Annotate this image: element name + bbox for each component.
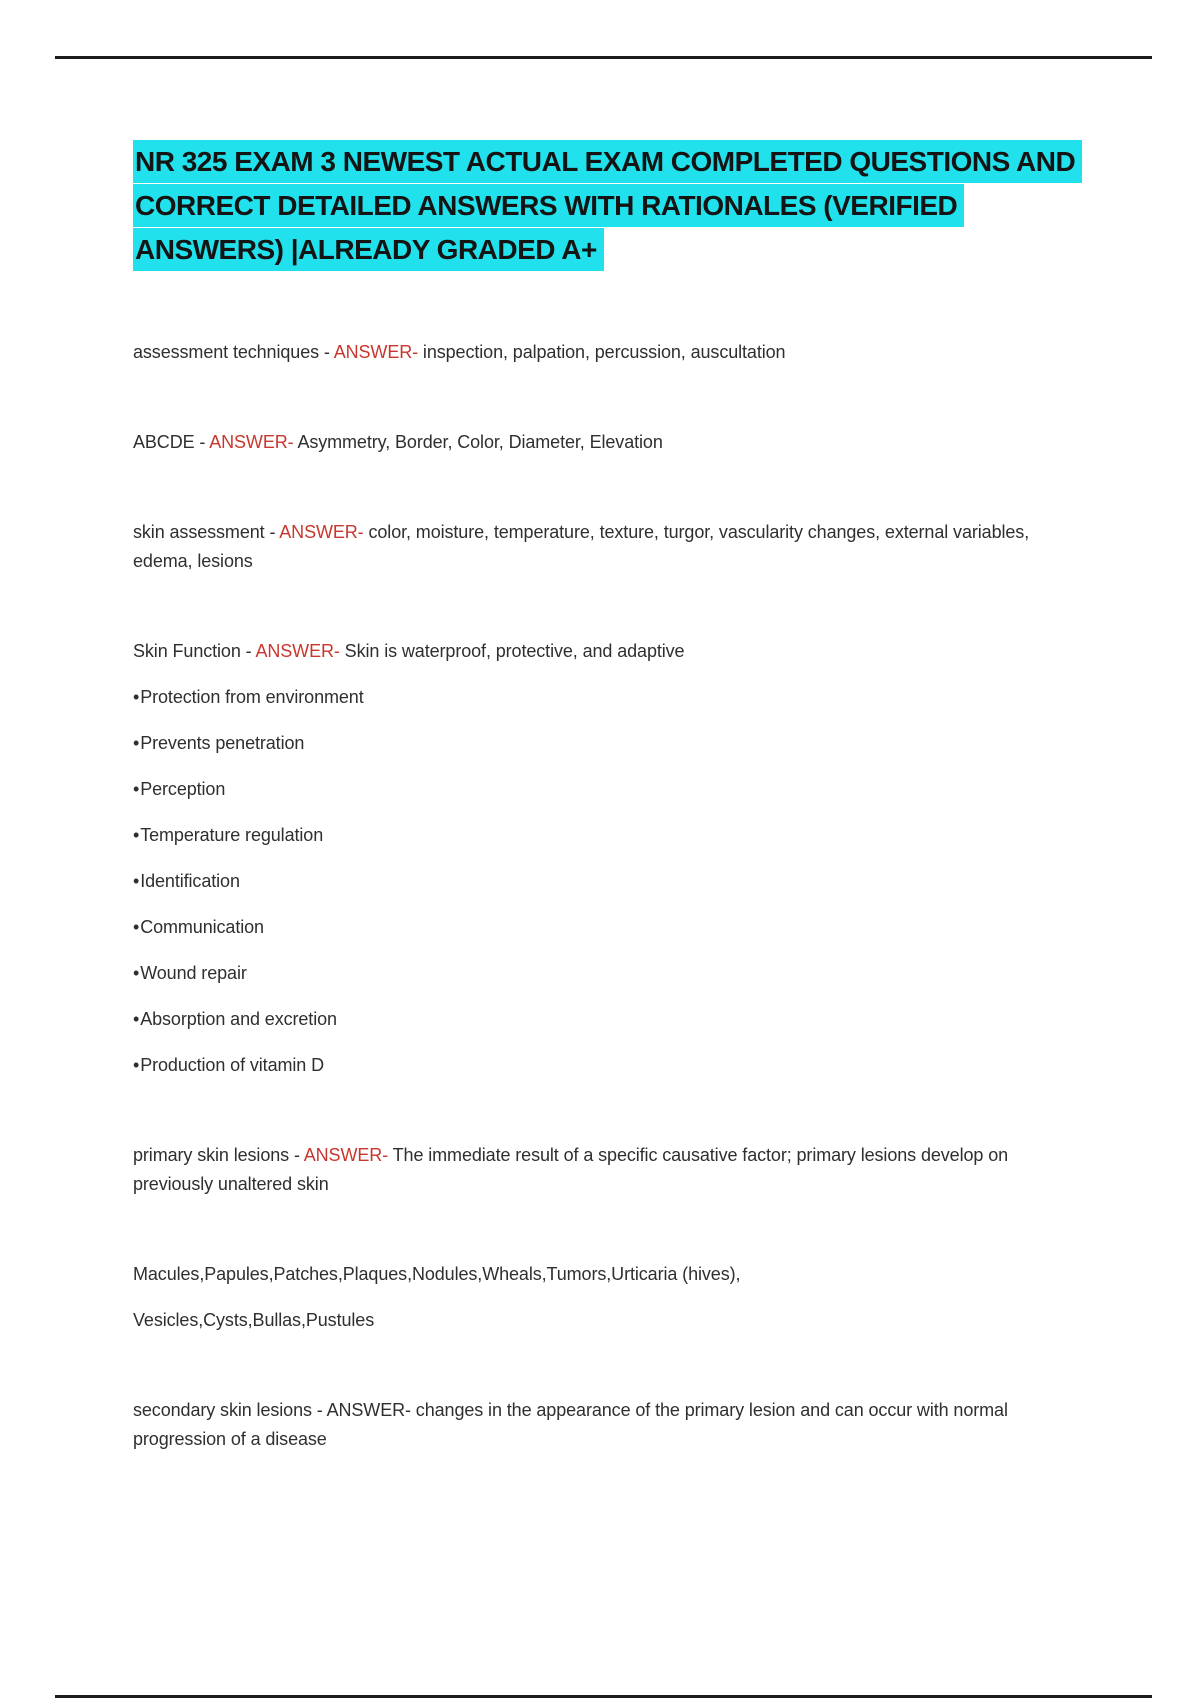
bullet-label: Communication <box>140 917 264 937</box>
bottom-rule <box>55 1695 1152 1698</box>
answer-label: ANSWER- <box>279 522 364 542</box>
title-line-text: CORRECT DETAILED ANSWERS WITH RATIONALES (VERIFIED <box>133 184 964 227</box>
title-line <box>133 139 1076 183</box>
bullet-item <box>133 959 1068 988</box>
qa-answer-text: Asymmetry, Border, Color, Diameter, Elevation <box>293 432 663 452</box>
bullet-item <box>133 683 1068 712</box>
bullet-dot-icon: • <box>133 917 140 937</box>
bullet-dot-icon: • <box>133 871 140 891</box>
answer-label: ANSWER- <box>255 641 340 661</box>
qa-term: Skin Function - <box>133 641 256 661</box>
qa-entry <box>133 428 1068 457</box>
bullet-label: Production of vitamin D <box>140 1055 324 1075</box>
bullet-dot-icon: • <box>133 1055 140 1075</box>
qa-term: secondary skin lesions - <box>133 1400 327 1420</box>
bullet-label: Absorption and excretion <box>140 1009 337 1029</box>
qa-entry <box>133 1141 1068 1199</box>
bullet-item <box>133 775 1068 804</box>
bullet-item <box>133 867 1068 896</box>
bullet-label: Identification <box>140 871 240 891</box>
bullet-label: Perception <box>140 779 226 799</box>
bullet-dot-icon: • <box>133 1009 140 1029</box>
bullet-item <box>133 1051 1068 1080</box>
answer-label: ANSWER- <box>326 1400 411 1420</box>
title-line <box>133 227 1068 271</box>
plain-line <box>133 1306 1068 1335</box>
plain-line-text: Macules,Papules,Patches,Plaques,Nodules,Wheals,Tumors,Urticaria (hives), <box>133 1264 741 1284</box>
top-rule <box>55 56 1152 59</box>
bullet-label: Temperature regulation <box>140 825 324 845</box>
title-line-text: ANSWERS) |ALREADY GRADED A+ <box>133 228 604 271</box>
qa-term: primary skin lesions - <box>133 1145 304 1165</box>
bullet-dot-icon: • <box>133 733 140 753</box>
qa-answer-text: The immediate result of a specific causative factor; primary lesions develop on previously unaltered skin <box>133 1145 1009 1194</box>
plain-line-text: Vesicles,Cysts,Bullas,Pustules <box>133 1310 375 1330</box>
qa-entry <box>133 338 1068 367</box>
bullet-dot-icon: • <box>133 825 140 845</box>
bullet-dot-icon: • <box>133 963 140 983</box>
qa-entry <box>133 1396 1068 1454</box>
qa-entries <box>133 338 1068 1454</box>
answer-label: ANSWER- <box>333 342 419 362</box>
bullet-item <box>133 913 1068 942</box>
bullet-item <box>133 729 1068 758</box>
bullet-dot-icon: • <box>133 779 140 799</box>
plain-line <box>133 1260 1068 1289</box>
page-content <box>133 139 1076 1515</box>
qa-answer-text: Skin is waterproof, protective, and adaptive <box>339 641 685 661</box>
bullet-label: Protection from environment <box>140 687 364 707</box>
bullet-label: Prevents penetration <box>140 733 305 753</box>
qa-answer-text: color, moisture, temperature, texture, turgor, vascularity changes, external variables, edema, lesions <box>133 522 1030 571</box>
qa-entry <box>133 637 1068 666</box>
title-line <box>133 183 1068 227</box>
qa-term: assessment techniques - <box>133 342 334 362</box>
page-title <box>133 139 1076 271</box>
qa-term: skin assessment - <box>133 522 280 542</box>
qa-answer-text: inspection, palpation, percussion, auscultation <box>418 342 786 362</box>
qa-answer-text: changes in the appearance of the primary lesion and can occur with normal progression of a disease <box>133 1400 1008 1449</box>
qa-term: ABCDE - <box>133 432 210 452</box>
answer-label: ANSWER- <box>209 432 294 452</box>
bullet-item <box>133 1005 1068 1034</box>
bullet-label: Wound repair <box>140 963 247 983</box>
answer-label: ANSWER- <box>303 1145 389 1165</box>
title-line-text: NR 325 EXAM 3 NEWEST ACTUAL EXAM COMPLETED QUESTIONS AND <box>133 140 1082 183</box>
qa-entry <box>133 518 1068 576</box>
bullet-dot-icon: • <box>133 687 140 707</box>
bullet-item <box>133 821 1068 850</box>
